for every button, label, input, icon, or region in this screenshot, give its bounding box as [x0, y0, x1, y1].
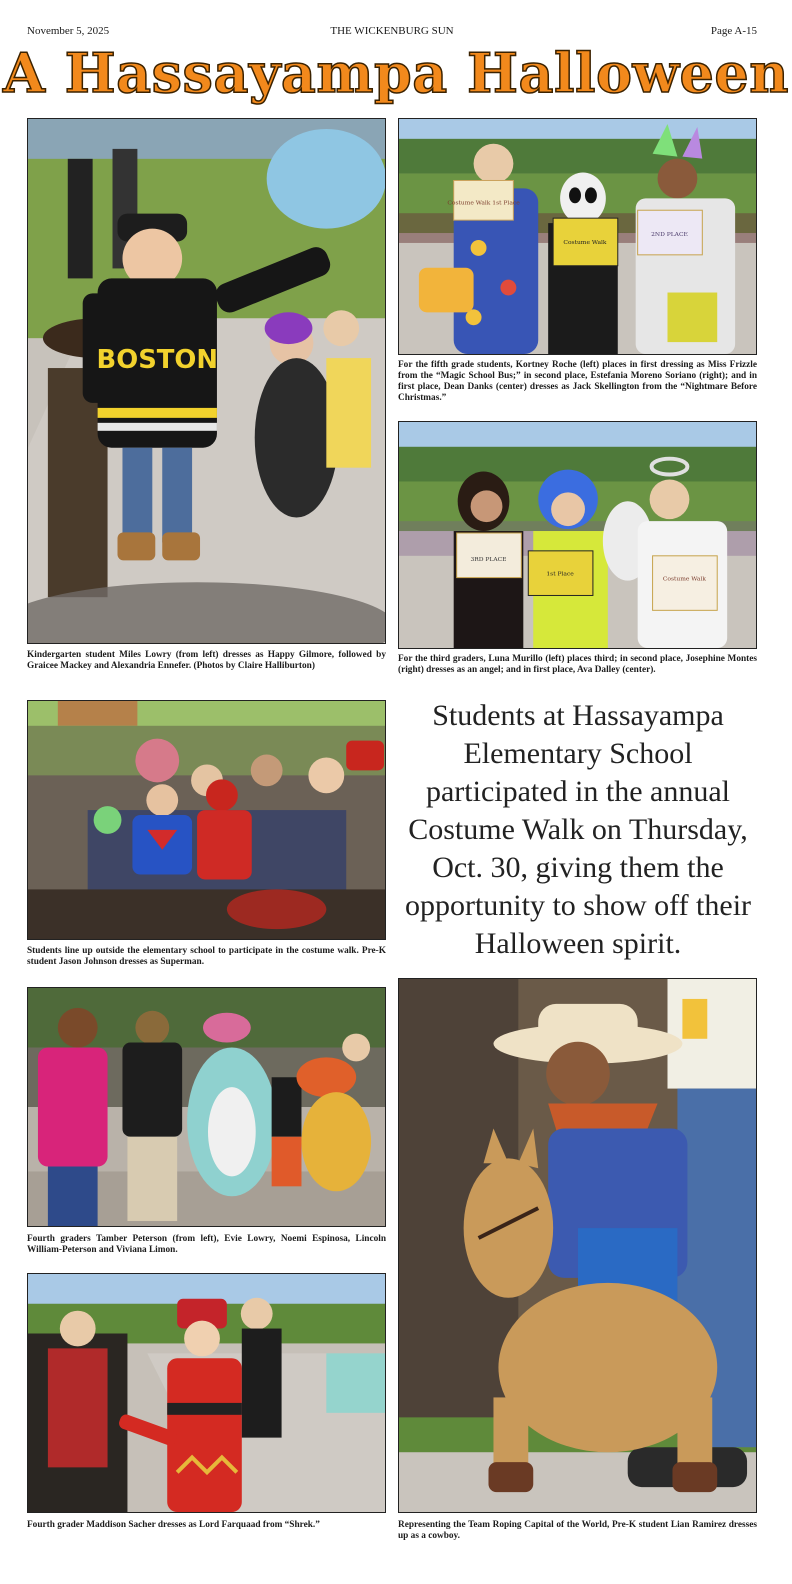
photo-fourth-graders	[27, 987, 386, 1227]
svg-text:1st Place: 1st Place	[546, 570, 574, 578]
caption-third-grade: For the third graders, Luna Murillo (left) places third; in second place, Josephine Montes (right) dresses as an angel; and in first place, Ava Dalley (center).	[398, 654, 757, 675]
line-up-photo-illustration	[28, 701, 385, 939]
caption-kindergarten: Kindergarten student Miles Lowry (from left) dresses as Happy Gilmore, followed by Graicee Mackey and Alexandria Ennefer. (Photos by Claire Halliburton)	[27, 650, 386, 671]
third-grade-photo-illustration	[399, 422, 756, 648]
cowboy-photo-illustration	[399, 979, 756, 1512]
caption-farquaad: Fourth grader Maddison Sacher dresses as Lord Farquaad from “Shrek.”	[27, 1520, 320, 1530]
caption-cowboy: Representing the Team Roping Capital of the World, Pre-K student Lian Ramirez dresses up as a cowboy.	[398, 1520, 757, 1541]
fifth-grade-photo-illustration	[399, 119, 756, 354]
photo-farquaad	[27, 1273, 386, 1513]
jersey-lettering: BOSTON	[96, 345, 219, 376]
photo-fifth-grade	[398, 118, 757, 355]
issue-date: November 5, 2025	[27, 25, 110, 37]
page-header	[27, 25, 757, 39]
page-headline: A Hassayampa Halloween	[2, 41, 790, 105]
caption-fourth-graders: Fourth graders Tamber Peterson (from left), Evie Lowry, Noemi Espinosa, Lincoln William-Peterson and Viviana Limon.	[27, 1234, 386, 1255]
newspaper-name: THE WICKENBURG SUN	[330, 25, 454, 37]
pull-quote: Students at Hassayampa Elementary School participated in the annual Costume Walk on Thursday, Oct. 30, giving them the opportunity to show off their Halloween spirit.	[404, 699, 752, 960]
svg-text:Costume Walk: Costume Walk	[563, 238, 607, 246]
photo-third-grade	[398, 421, 757, 649]
farquaad-photo-illustration	[28, 1274, 385, 1512]
certificate-3rd: 3RD PLACE	[470, 555, 507, 563]
caption-line-up: Students line up outside the elementary school to participate in the costume walk. Pre-K student Jason Johnson dresses as Superman.	[27, 946, 386, 967]
photo-kindergarten	[27, 118, 386, 644]
page-number: Page A-15	[710, 25, 757, 37]
kindergarten-photo-illustration	[28, 119, 385, 643]
certificate-1st: Costume Walk 1st Place	[447, 199, 520, 207]
svg-text:Costume Walk: Costume Walk	[662, 575, 706, 583]
photo-cowboy	[398, 978, 757, 1513]
certificate-2nd: 2ND PLACE	[651, 231, 688, 239]
fourth-graders-photo-illustration	[28, 988, 385, 1226]
caption-fifth-grade: For the fifth grade students, Kortney Roche (left) places in first dressing as Miss Frizzle from the “Magic School Bus;” in second place, Estefania Moreno Soriano (right); and in first place, Dean Danks (center) dresses as Jack Skellington from the “Nightmare Before Christmas.”	[398, 360, 757, 403]
photo-line-up	[27, 700, 386, 940]
